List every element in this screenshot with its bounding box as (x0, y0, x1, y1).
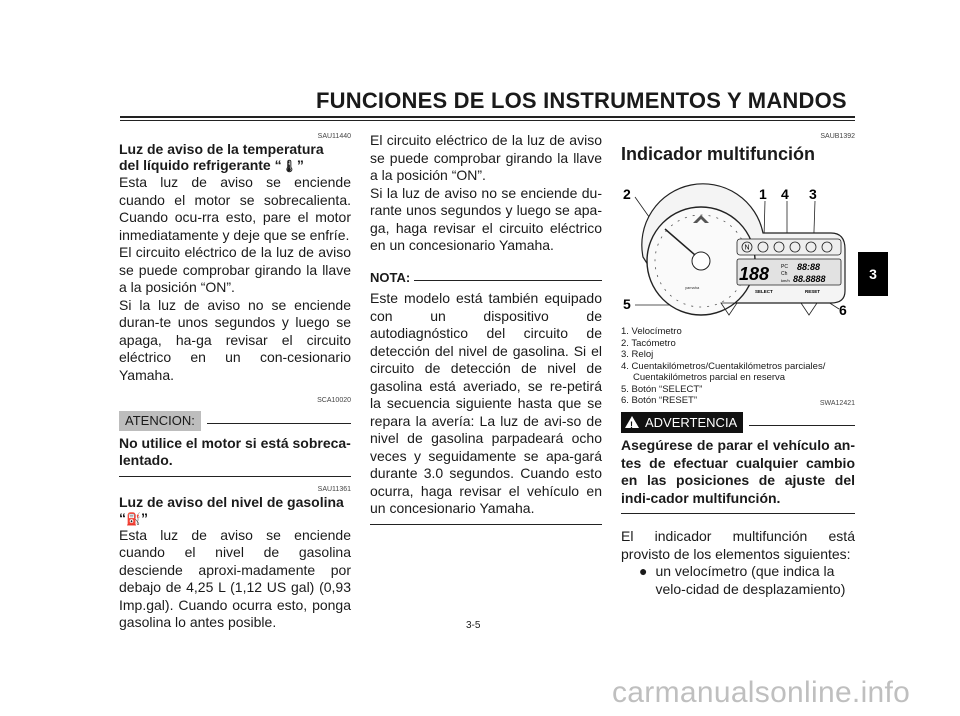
page-number: 3-5 (466, 620, 481, 631)
heading-line: “ (119, 509, 126, 526)
warning-text: Asegúrese de parar el vehículo an-tes de efectuar cualquier cambio en las posiciones de ajuste del indi-cador multifunción. (621, 437, 855, 506)
lcd-unit: km/h (781, 278, 790, 283)
clock-readout: 88:88 (797, 262, 821, 272)
paragraph: Esta luz de aviso se enciende cuando el nivel de gasolina desciende aproxi-madamente por debajo de 4,25 L (1,12 US gal) (0,93 Imp.gal). Cuando ocurra esto, ponga gasolina lo antes posible. (119, 526, 351, 630)
section-code: SWA12421 (819, 399, 855, 407)
heading-multifunction: Indicador multifunción (621, 144, 815, 164)
column-1 (119, 132, 351, 632)
caution-rule (207, 423, 351, 424)
section-code: SAU11440 (317, 133, 351, 140)
section-title: FUNCIONES DE LOS INSTRUMENTOS Y MANDOS (316, 88, 847, 113)
callout-6: 6 (839, 302, 847, 318)
note-label: NOTA: (370, 269, 411, 285)
mounting-tabs (721, 303, 817, 315)
warning-label: ADVERTENCIA (645, 414, 738, 430)
legend-item: 6. Botón “RESET” (621, 395, 698, 406)
heading-line: Luz de aviso de la temperatura (119, 141, 324, 157)
fuel-pump-icon: ⛽ (126, 511, 141, 526)
column-2 (370, 132, 602, 525)
caution-end-rule (119, 476, 351, 477)
legend-item: 3. Reloj (621, 349, 654, 360)
section-code: SAU11361 (317, 485, 351, 493)
caution-label: ATENCION: (119, 411, 201, 431)
legend-item: 1. Velocímetro (621, 326, 682, 337)
warning-triangle-icon: ! (625, 416, 639, 428)
warning-rule (749, 425, 855, 426)
neutral-letter: N (744, 244, 750, 252)
header-rule-thin (120, 120, 855, 121)
paragraph: El circuito eléctrico de la luz de aviso se puede comprobar girando la llave a la posición “ON”. (370, 132, 602, 183)
warning-end-rule (621, 513, 855, 514)
select-button[interactable]: SELECT (755, 289, 773, 294)
chapter-tab[interactable]: 3 (858, 252, 888, 296)
odometer-readout: 88.8888 (793, 274, 826, 284)
brand-mark: yamaha (685, 285, 700, 290)
note-text: Este modelo está también equipado con un dispositivo de autodiagnóstico del circuito de detección del nivel de gasolina. Si el circuito de detección de nivel de gasolina está averiado, se re-petirá la secuencia siguiente hasta que se repara la avería: La luz de avi-so de nivel de gasolina parpadeará ocho veces y seguidamente se apa-gará durante 3.0 segundos. Cuando esto ocurra, haga revisar el vehículo en un concesionario Yamaha. (370, 290, 602, 516)
bullet-icon: ● (639, 563, 648, 579)
list-item-text: un velocímetro (que indica la velo-cidad de desplazamiento) (655, 563, 846, 597)
column-3 (621, 132, 855, 598)
section-code: SCA10020 (317, 397, 351, 404)
callout-3: 3 (809, 186, 817, 202)
note-end-rule (370, 524, 602, 525)
note-header (370, 269, 602, 287)
warning-header (621, 412, 855, 434)
legend-item: 5. Botón “SELECT” (621, 383, 703, 395)
watermark: carmanualsonline.info (612, 676, 911, 709)
heading-line: del líquido refrigerante “ (119, 157, 282, 173)
caution-header (119, 411, 351, 431)
section-code: SAUB1392 (820, 133, 855, 140)
paragraph: Si la luz de aviso no se enciende duran-te unos segundos y luego se apaga, ha-ga revisar el circuito eléctrico en un con-cesionario Yamaha. (119, 296, 351, 383)
list-item (621, 563, 855, 598)
heading-line: ” (296, 157, 304, 173)
heading-line: ” (140, 509, 148, 526)
legend-item: Cuentakilómetros parcial en reserva (633, 372, 786, 383)
lcd-flag-right: Ch (781, 271, 788, 277)
coolant-temperature-icon: 🌡 (281, 159, 297, 173)
lcd-flag-left: PC (781, 264, 788, 270)
paragraph: Si la luz de aviso no se enciende du-rante unos segundos y luego se apa-ga, haga revisar el circuito eléctrico en un concesionario Yamaha. (370, 184, 602, 253)
heading-fuel-warning (119, 494, 351, 527)
warning-badge (621, 412, 743, 434)
instrument-cluster-figure (621, 169, 855, 324)
callout-1: 1 (759, 186, 767, 202)
legend-item: 2. Tacómetro (621, 337, 676, 349)
header-rule (120, 116, 855, 118)
callout-2: 2 (623, 186, 631, 202)
indicator-light-bar (737, 239, 841, 255)
callout-5: 5 (623, 296, 631, 312)
caution-text: No utilice el motor si está sobreca-lentado. (119, 434, 351, 468)
legend-item: 4. Cuentakilómetros/Cuentakilómetros parciales/ (621, 360, 826, 372)
paragraph: El circuito eléctrico de la luz de aviso se puede comprobar girando la llave a la posición “ON”. (119, 244, 351, 295)
heading-coolant-warning (119, 141, 351, 174)
note-rule (414, 280, 602, 281)
paragraph: El indicador multifunción está provisto de los elementos siguientes: (621, 528, 855, 562)
paragraph: Esta luz de aviso se enciende cuando el motor se sobrecalienta. Cuando ocu-rra esto, pare el motor inmediatamente y deje que se enfríe. (119, 174, 351, 243)
heading-line: Luz de aviso del nivel de gasolina (119, 493, 344, 510)
reset-button[interactable]: RESET (805, 289, 821, 294)
figure-legend (621, 326, 855, 407)
callout-4: 4 (781, 186, 789, 202)
speed-readout: 188 (739, 264, 770, 284)
